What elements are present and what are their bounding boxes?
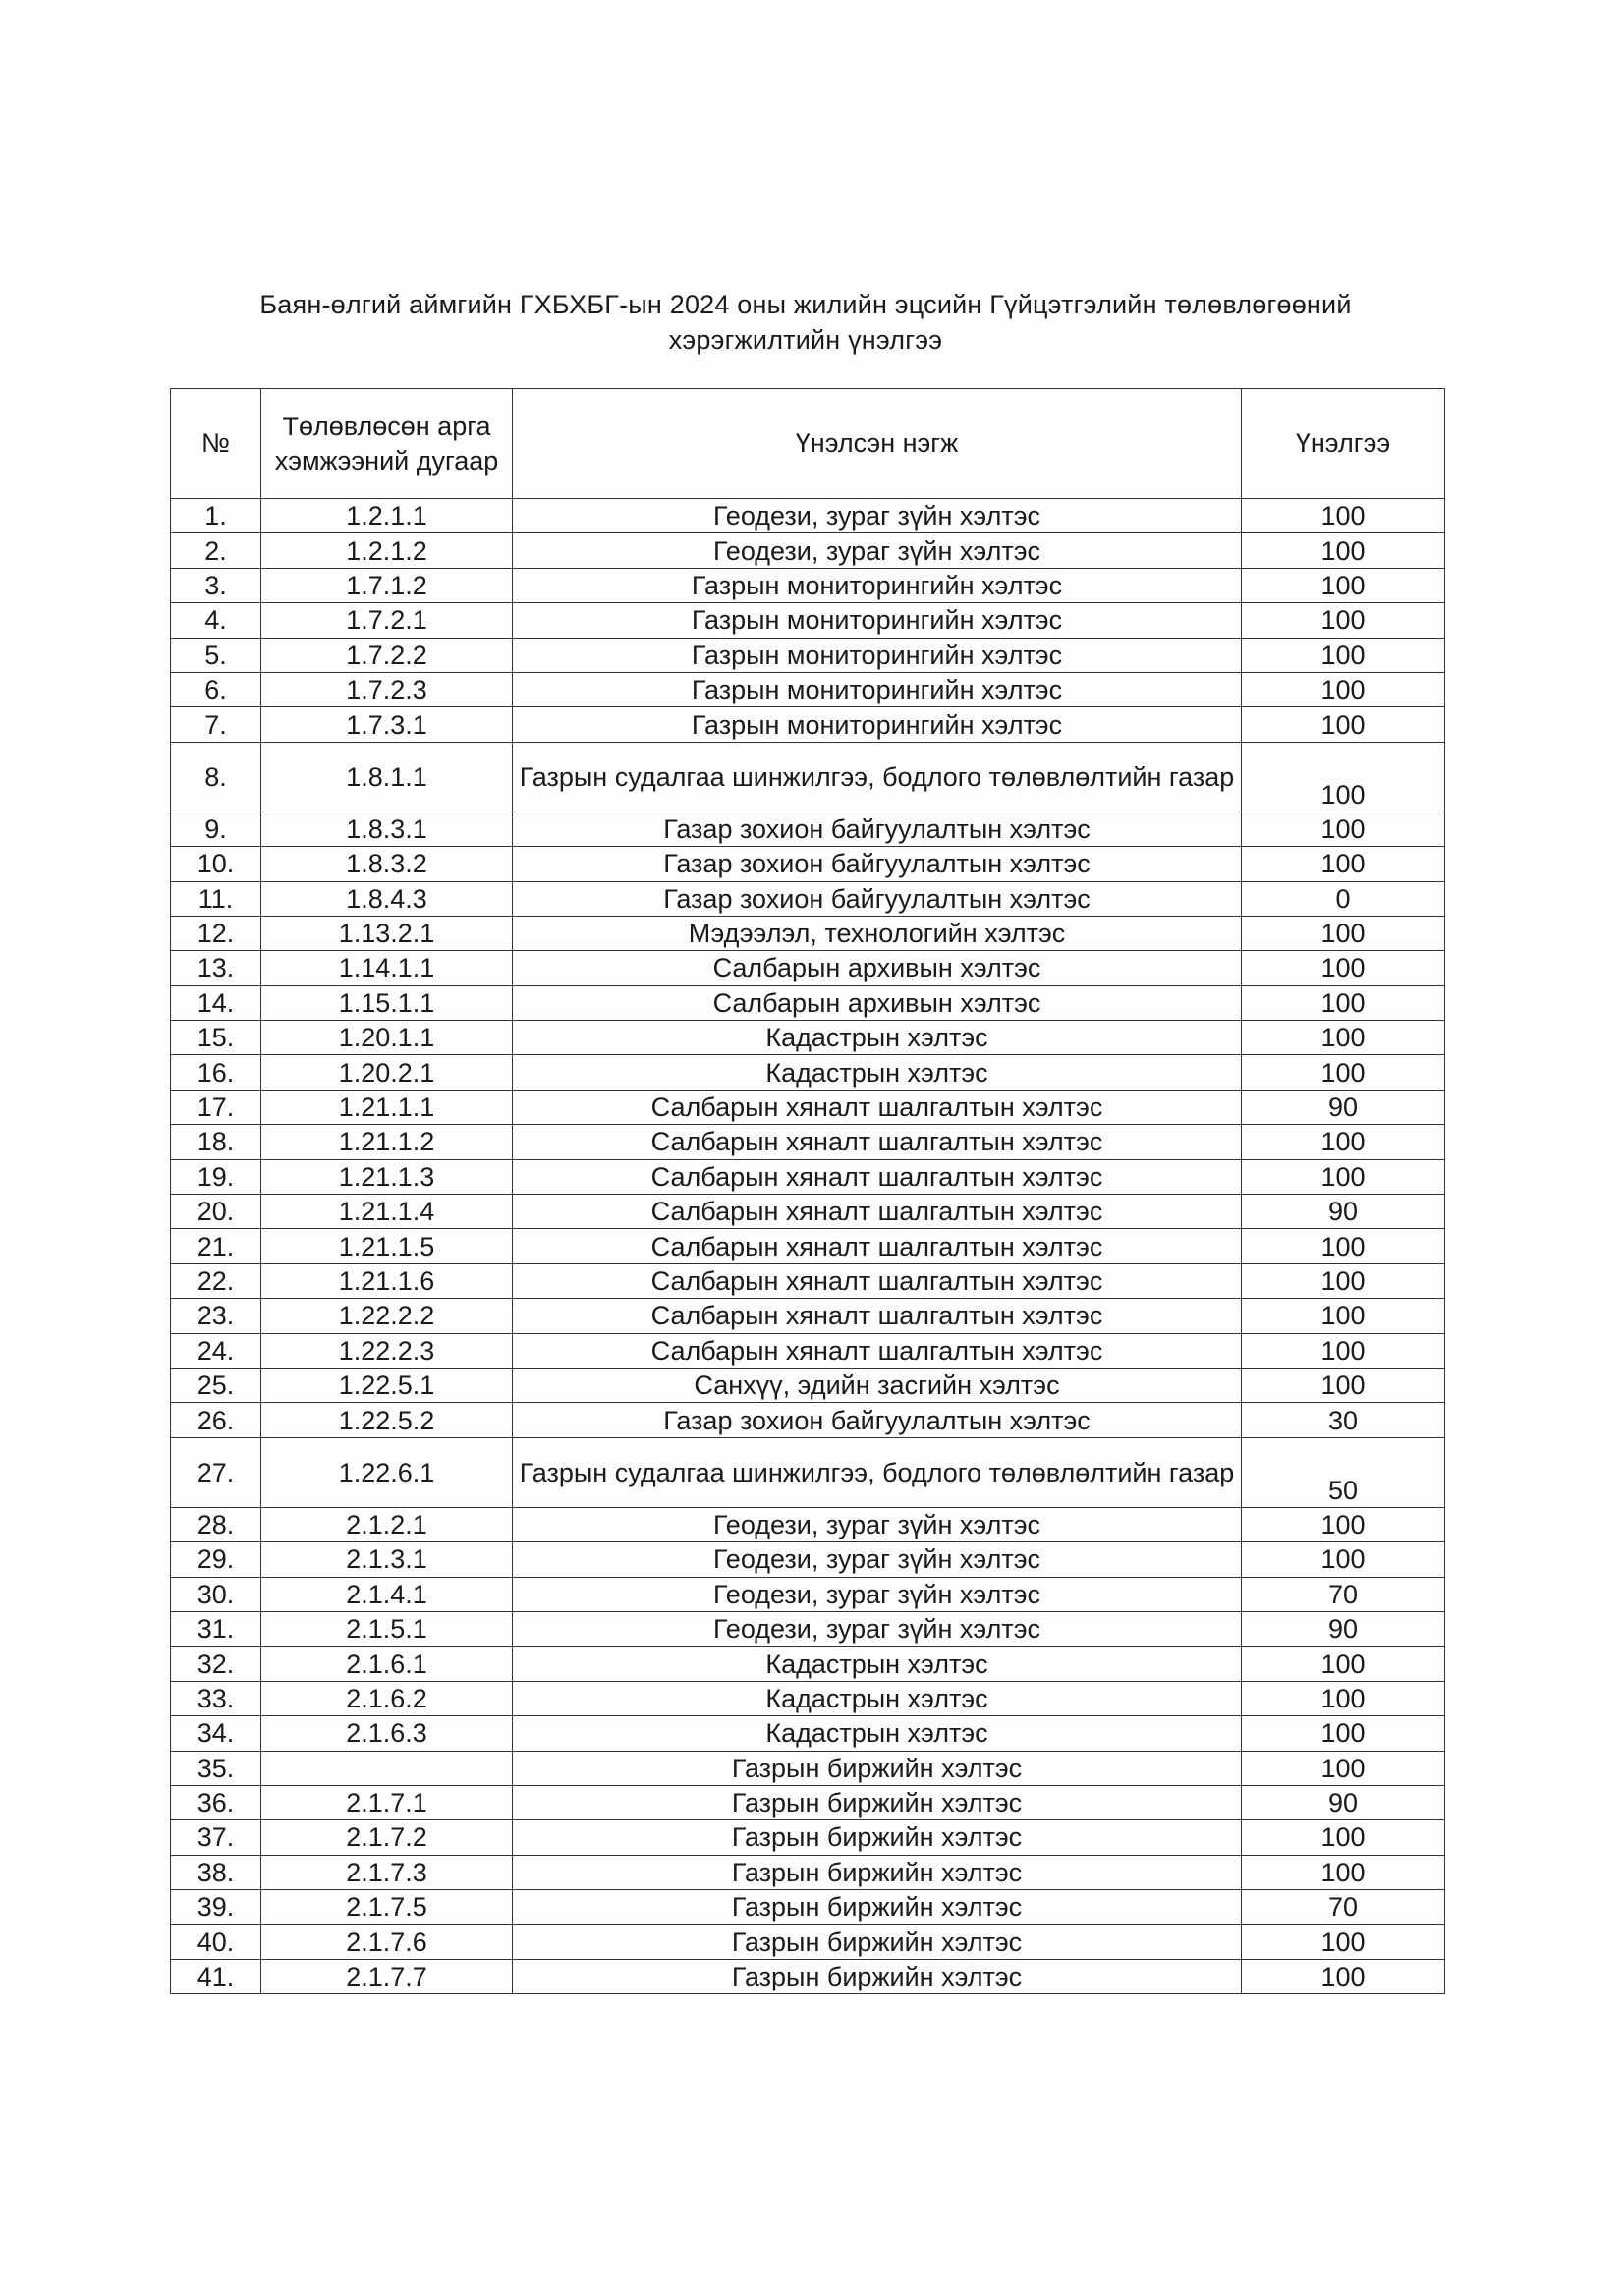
table-row [171,603,1445,638]
cell-code: 1.7.2.2 [261,638,513,672]
table-row [171,1751,1445,1785]
cell-code: 1.22.5.2 [261,1403,513,1437]
cell-code: 2.1.7.1 [261,1785,513,1819]
cell-unit: Кадастрын хэлтэс [513,1021,1242,1055]
cell-code: 1.2.1.2 [261,533,513,568]
cell-unit: Салбарын хяналт шалгалтын хэлтэс [513,1195,1242,1229]
cell-score: 90 [1242,1090,1445,1124]
table-row [171,1611,1445,1646]
cell-code: 1.8.3.2 [261,847,513,881]
cell-score: 100 [1242,1507,1445,1541]
cell-code: 2.1.3.1 [261,1542,513,1577]
table-row [171,1959,1445,1993]
cell-score: 100 [1242,1751,1445,1785]
cell-code: 1.20.1.1 [261,1021,513,1055]
cell-code: 1.8.4.3 [261,881,513,916]
cell-score: 100 [1242,742,1445,812]
table-row [171,1890,1445,1925]
table-row [171,1647,1445,1681]
cell-num: 31. [171,1611,261,1646]
cell-code: 2.1.7.2 [261,1820,513,1855]
table-row [171,1159,1445,1194]
cell-score: 100 [1242,1959,1445,1993]
table-row [171,1368,1445,1402]
cell-num: 20. [171,1195,261,1229]
cell-num: 27. [171,1437,261,1507]
cell-code: 1.15.1.1 [261,985,513,1020]
cell-unit: Газрын судалгаа шинжилгээ, бодлого төлөвлөлтийн газар [513,1437,1242,1507]
table-row [171,533,1445,568]
cell-num: 34. [171,1716,261,1751]
cell-code: 2.1.7.7 [261,1959,513,1993]
cell-score: 100 [1242,1021,1445,1055]
cell-unit: Салбарын архивын хэлтэс [513,951,1242,985]
cell-score: 100 [1242,1299,1445,1333]
cell-score: 100 [1242,568,1445,602]
cell-unit: Салбарын архивын хэлтэс [513,985,1242,1020]
cell-num: 41. [171,1959,261,1993]
table-row [171,812,1445,846]
table-row [171,1055,1445,1090]
cell-unit: Геодези, зураг зүйн хэлтэс [513,1577,1242,1611]
cell-unit: Кадастрын хэлтэс [513,1055,1242,1090]
table-row [171,985,1445,1020]
cell-num: 37. [171,1820,261,1855]
cell-score: 30 [1242,1403,1445,1437]
cell-unit: Газар зохион байгуулалтын хэлтэс [513,812,1242,846]
cell-score: 100 [1242,533,1445,568]
table-row [171,1542,1445,1577]
table-row [171,1507,1445,1541]
cell-score: 100 [1242,1855,1445,1889]
cell-code: 2.1.2.1 [261,1507,513,1541]
table-row [171,499,1445,533]
cell-score: 100 [1242,499,1445,533]
cell-unit: Газар зохион байгуулалтын хэлтэс [513,881,1242,916]
cell-code: 2.1.5.1 [261,1611,513,1646]
cell-score: 100 [1242,985,1445,1020]
table-row [171,568,1445,602]
cell-unit: Кадастрын хэлтэс [513,1681,1242,1715]
cell-unit: Салбарын хяналт шалгалтын хэлтэс [513,1090,1242,1124]
cell-unit: Кадастрын хэлтэс [513,1716,1242,1751]
cell-num: 29. [171,1542,261,1577]
table-row [171,951,1445,985]
cell-code: 1.21.1.4 [261,1195,513,1229]
cell-code: 1.14.1.1 [261,951,513,985]
cell-score: 100 [1242,951,1445,985]
cell-score: 100 [1242,812,1445,846]
cell-num: 9. [171,812,261,846]
cell-num: 26. [171,1403,261,1437]
table-row [171,742,1445,812]
cell-code: 1.8.1.1 [261,742,513,812]
cell-unit: Салбарын хяналт шалгалтын хэлтэс [513,1159,1242,1194]
cell-num: 14. [171,985,261,1020]
cell-unit: Геодези, зураг зүйн хэлтэс [513,1507,1242,1541]
cell-code: 1.13.2.1 [261,916,513,950]
cell-score: 100 [1242,1333,1445,1368]
cell-code: 1.21.1.5 [261,1229,513,1263]
cell-num: 3. [171,568,261,602]
cell-code: 2.1.7.3 [261,1855,513,1889]
cell-unit: Газрын мониторингийн хэлтэс [513,707,1242,742]
cell-code: 1.7.2.1 [261,603,513,638]
header-num: № [171,389,261,499]
table-row [171,1195,1445,1229]
cell-num: 19. [171,1159,261,1194]
cell-num: 38. [171,1855,261,1889]
header-score: Үнэлгээ [1242,389,1445,499]
cell-score: 100 [1242,916,1445,950]
cell-score: 100 [1242,847,1445,881]
cell-unit: Газрын биржийн хэлтэс [513,1751,1242,1785]
cell-score: 100 [1242,1820,1445,1855]
cell-unit: Геодези, зураг зүйн хэлтэс [513,499,1242,533]
cell-unit: Газрын биржийн хэлтэс [513,1855,1242,1889]
table-row [171,1855,1445,1889]
cell-code: 1.2.1.1 [261,499,513,533]
cell-num: 17. [171,1090,261,1124]
cell-code: 2.1.6.1 [261,1647,513,1681]
table-row [171,707,1445,742]
table-row [171,638,1445,672]
cell-unit: Геодези, зураг зүйн хэлтэс [513,1611,1242,1646]
cell-unit: Газрын судалгаа шинжилгээ, бодлого төлөвлөлтийн газар [513,742,1242,812]
table-row [171,1090,1445,1124]
table-row [171,1681,1445,1715]
cell-num: 30. [171,1577,261,1611]
cell-num: 32. [171,1647,261,1681]
cell-unit: Санхүү, эдийн засгийн хэлтэс [513,1368,1242,1402]
cell-num: 8. [171,742,261,812]
cell-code: 1.7.2.3 [261,672,513,706]
cell-code: 1.7.3.1 [261,707,513,742]
cell-score: 100 [1242,1125,1445,1159]
table-row [171,847,1445,881]
cell-unit: Салбарын хяналт шалгалтын хэлтэс [513,1229,1242,1263]
cell-code: 2.1.7.6 [261,1925,513,1959]
cell-unit: Газрын мониторингийн хэлтэс [513,638,1242,672]
table-row [171,881,1445,916]
cell-code: 2.1.4.1 [261,1577,513,1611]
cell-unit: Геодези, зураг зүйн хэлтэс [513,533,1242,568]
cell-unit: Салбарын хяналт шалгалтын хэлтэс [513,1263,1242,1298]
cell-score: 100 [1242,1368,1445,1402]
table-row [171,1125,1445,1159]
cell-score: 0 [1242,881,1445,916]
cell-code: 1.21.1.3 [261,1159,513,1194]
table-row [171,1785,1445,1819]
title-line-2: хэрэгжилтийн үнэлгээ [668,325,943,355]
cell-code: 2.1.6.3 [261,1716,513,1751]
cell-num: 22. [171,1263,261,1298]
cell-unit: Геодези, зураг зүйн хэлтэс [513,1542,1242,1577]
table-row [171,1403,1445,1437]
cell-score: 100 [1242,1681,1445,1715]
cell-unit: Салбарын хяналт шалгалтын хэлтэс [513,1333,1242,1368]
cell-num: 35. [171,1751,261,1785]
table-row [171,1716,1445,1751]
cell-num: 11. [171,881,261,916]
cell-score: 90 [1242,1611,1445,1646]
table-row [171,1021,1445,1055]
cell-code: 1.21.1.2 [261,1125,513,1159]
table-row [171,1333,1445,1368]
table-row [171,1437,1445,1507]
cell-unit: Газрын биржийн хэлтэс [513,1925,1242,1959]
cell-code: 1.22.2.3 [261,1333,513,1368]
cell-score: 100 [1242,603,1445,638]
cell-unit: Газрын мониторингийн хэлтэс [513,672,1242,706]
cell-num: 12. [171,916,261,950]
cell-num: 21. [171,1229,261,1263]
cell-score: 100 [1242,1542,1445,1577]
cell-num: 40. [171,1925,261,1959]
cell-num: 1. [171,499,261,533]
cell-num: 6. [171,672,261,706]
cell-code: 1.22.6.1 [261,1437,513,1507]
cell-unit: Газрын мониторингийн хэлтэс [513,603,1242,638]
cell-num: 2. [171,533,261,568]
cell-num: 23. [171,1299,261,1333]
cell-code [261,1751,513,1785]
cell-unit: Газрын биржийн хэлтэс [513,1959,1242,1993]
cell-num: 39. [171,1890,261,1925]
cell-num: 10. [171,847,261,881]
cell-num: 4. [171,603,261,638]
title-line-1: Баян-өлгий аймгийн ГХБХБГ-ын 2024 оны жилийн эцсийн Гүйцэтгэлийн төлөвлөгөөний [259,290,1352,319]
table-row [171,1820,1445,1855]
cell-unit: Мэдээлэл, технологийн хэлтэс [513,916,1242,950]
cell-code: 1.22.2.2 [261,1299,513,1333]
cell-unit: Кадастрын хэлтэс [513,1647,1242,1681]
cell-score: 70 [1242,1890,1445,1925]
table-row [171,916,1445,950]
cell-score: 100 [1242,1263,1445,1298]
table-row [171,1299,1445,1333]
cell-score: 100 [1242,672,1445,706]
cell-score: 100 [1242,1159,1445,1194]
cell-num: 5. [171,638,261,672]
cell-num: 16. [171,1055,261,1090]
evaluation-table [170,388,1445,1994]
cell-num: 7. [171,707,261,742]
cell-score: 100 [1242,638,1445,672]
cell-num: 24. [171,1333,261,1368]
cell-score: 100 [1242,707,1445,742]
cell-code: 1.22.5.1 [261,1368,513,1402]
cell-score: 100 [1242,1716,1445,1751]
cell-code: 2.1.7.5 [261,1890,513,1925]
cell-unit: Салбарын хяналт шалгалтын хэлтэс [513,1125,1242,1159]
table-header-row [171,389,1445,499]
cell-score: 100 [1242,1925,1445,1959]
cell-num: 25. [171,1368,261,1402]
table-row [171,1263,1445,1298]
cell-score: 100 [1242,1055,1445,1090]
cell-score: 90 [1242,1785,1445,1819]
table-row [171,672,1445,706]
cell-num: 15. [171,1021,261,1055]
header-code: Төлөвлөсөн арга хэмжээний дугаар [261,389,513,499]
cell-unit: Газар зохион байгуулалтын хэлтэс [513,847,1242,881]
cell-num: 28. [171,1507,261,1541]
table-body [171,499,1445,1994]
header-unit: Үнэлсэн нэгж [513,389,1242,499]
cell-score: 70 [1242,1577,1445,1611]
cell-unit: Газрын биржийн хэлтэс [513,1820,1242,1855]
cell-code: 1.21.1.1 [261,1090,513,1124]
cell-code: 1.20.2.1 [261,1055,513,1090]
cell-unit: Газрын мониторингийн хэлтэс [513,568,1242,602]
cell-num: 18. [171,1125,261,1159]
cell-code: 1.8.3.1 [261,812,513,846]
cell-num: 36. [171,1785,261,1819]
cell-score: 50 [1242,1437,1445,1507]
cell-code: 1.7.1.2 [261,568,513,602]
cell-num: 33. [171,1681,261,1715]
cell-unit: Газрын биржийн хэлтэс [513,1785,1242,1819]
page-title [147,287,1464,358]
cell-unit: Салбарын хяналт шалгалтын хэлтэс [513,1299,1242,1333]
cell-unit: Газрын биржийн хэлтэс [513,1890,1242,1925]
cell-code: 1.21.1.6 [261,1263,513,1298]
cell-num: 13. [171,951,261,985]
table-row [171,1229,1445,1263]
cell-score: 100 [1242,1229,1445,1263]
cell-score: 100 [1242,1647,1445,1681]
table-row [171,1925,1445,1959]
cell-code: 2.1.6.2 [261,1681,513,1715]
cell-score: 90 [1242,1195,1445,1229]
cell-unit: Газар зохион байгуулалтын хэлтэс [513,1403,1242,1437]
table-row [171,1577,1445,1611]
